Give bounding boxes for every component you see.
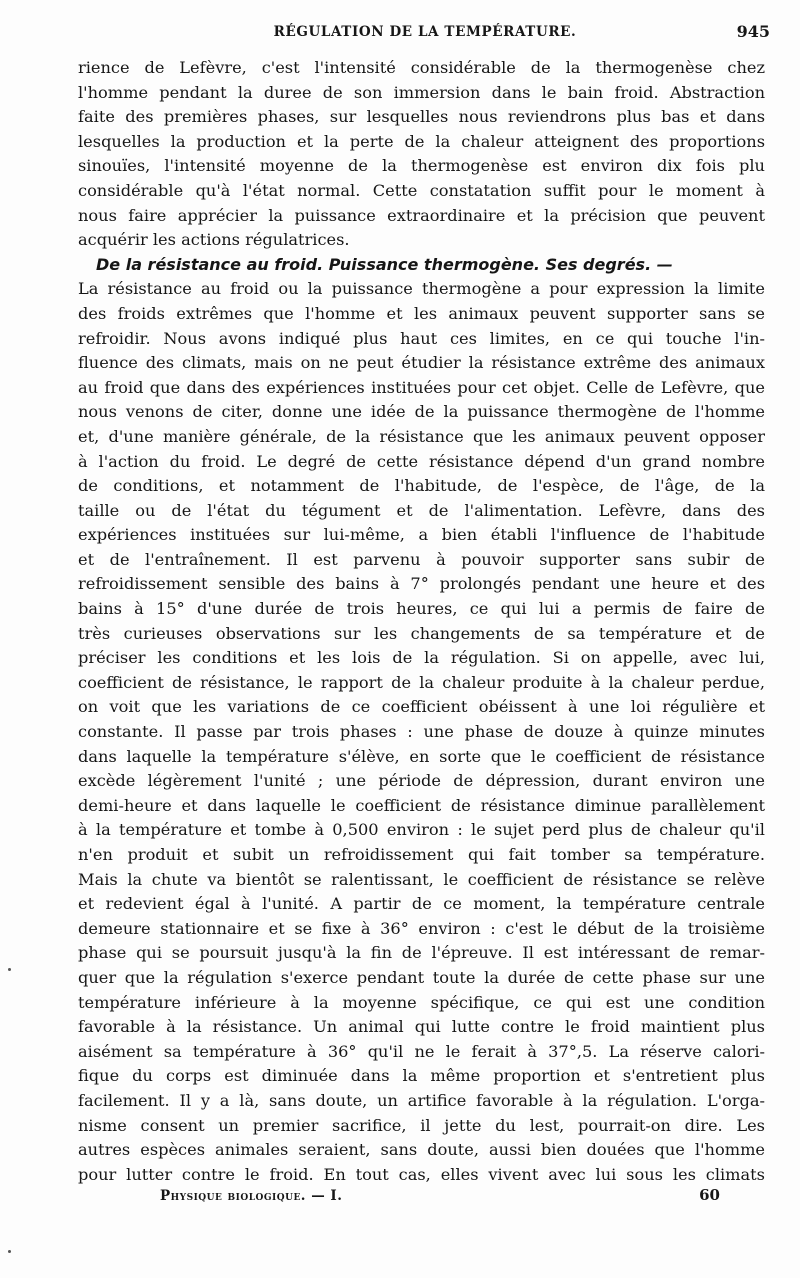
text-line: au froid que dans des expériences instituées pour cet objet. Celle de Lefèvre, que <box>78 377 765 397</box>
running-header <box>80 22 770 46</box>
text-line: température inférieure à la moyenne spécifique, ce qui est une condition <box>78 992 765 1012</box>
text-line: n'en produit et subit un refroidissement qui fait tomber sa température. <box>78 845 765 864</box>
text-line: bains à 15° d'une durée de trois heures, ce qui lui a permis de faire de <box>78 599 765 619</box>
text-line: nisme consent un premier sacrifice, il jette du lest, pourrait-on dire. Les <box>78 1115 765 1135</box>
text-line: Mais la chute va bientôt se ralentissant, le coefficient de résistance se relève <box>78 869 765 889</box>
text-line: lesquelles la production et la perte de la chaleur atteignent des proportions <box>78 131 765 151</box>
text-line: quer que la régulation s'exerce pendant toute la durée de cette phase sur une <box>78 967 765 987</box>
text-line: pour lutter contre le froid. En tout cas, elles vivent avec lui sous les climats <box>78 1164 765 1184</box>
margin-speck <box>8 968 11 971</box>
signature-mark: 60 <box>699 1186 720 1204</box>
body-text <box>78 56 765 1187</box>
text-line: autres espèces animales seraient, sans doute, aussi bien douées que l'homme <box>78 1140 765 1160</box>
text-line: et redevient égal à l'unité. A partir de ce moment, la température centrale <box>78 894 765 914</box>
text-line: favorable à la résistance. Un animal qui lutte contre le froid maintient plus <box>78 1017 765 1037</box>
text-line: refroidir. Nous avons indiqué plus haut ces limites, en ce qui touche l'in- <box>78 328 765 348</box>
text-line: à la température et tombe à 0,500 environ : le sujet perd plus de chaleur qu'il <box>78 820 765 840</box>
text-line: sinouïes, l'intensité moyenne de la thermogenèse est environ dix fois plu <box>78 156 765 176</box>
page-footer <box>160 1186 720 1210</box>
text-line: rience de Lefèvre, c'est l'intensité considérable de la thermogenèse chez <box>78 58 765 77</box>
text-line: préciser les conditions et les lois de la régulation. Si on appelle, avec lui, <box>78 648 765 668</box>
text-line: taille ou de l'état du tégument et de l'alimentation. Lefèvre, dans des <box>78 500 765 520</box>
text-line: de conditions, et notamment de l'habitude, de l'espèce, de l'âge, de la <box>78 476 765 496</box>
text-line: et, d'une manière générale, de la résistance que les animaux peuvent opposer <box>78 426 765 446</box>
text-line: et de l'entraînement. Il est parvenu à pouvoir supporter sans subir de <box>78 549 765 569</box>
text-line: acquérir les actions régulatrices. <box>78 230 350 250</box>
text-line: refroidissement sensible des bains à 7° prolongés pendant une heure et des <box>78 574 765 594</box>
text-line: faite des premières phases, sur lesquelles nous reviendrons plus bas et dans <box>78 107 765 127</box>
text-line: demi-heure et dans laquelle le coefficient de résistance diminue parallèlement <box>78 795 765 815</box>
text-line: aisément sa température à 36° qu'il ne le ferait à 37°,5. La réserve calori- <box>78 1041 765 1061</box>
text-line: l'homme pendant la duree de son immersion dans le bain froid. Abstraction <box>78 82 765 102</box>
text-line: phase qui se poursuit jusqu'à la fin de l'épreuve. Il est intéressant de remar- <box>78 943 765 963</box>
text-line: nous venons de citer, donne une idée de la puissance thermogène de l'homme <box>78 402 765 422</box>
text-line: constante. Il passe par trois phases : une phase de douze à quinze minutes <box>78 722 765 742</box>
text-line: La résistance au froid ou la puissance thermogène a pour expression la limite <box>78 279 765 299</box>
page-number: 945 <box>736 22 770 41</box>
text-line: expériences instituées sur lui-même, a bien établi l'influence de l'habitude <box>78 525 765 545</box>
section-heading: De la résistance au froid. Puissance thermogène. Ses degrés. — <box>96 254 673 274</box>
text-line: on voit que les variations de ce coefficient obéissent à une loi régulière et <box>78 697 765 717</box>
text-line: des froids extrêmes que l'homme et les animaux peuvent supporter sans se <box>78 303 765 323</box>
text-line: coefficient de résistance, le rapport de la chaleur produite à la chaleur perdue, <box>78 672 765 692</box>
running-title: RÉGULATION DE LA TEMPÉRATURE. <box>273 24 577 40</box>
book-title: Physique biologique. — I. <box>160 1188 343 1204</box>
text-line: demeure stationnaire et se fixe à 36° environ : c'est le début de la troisième <box>78 918 765 938</box>
text-line: excède légèrement l'unité ; une période de dépression, durant environ une <box>78 771 765 791</box>
text-line: très curieuses observations sur les changements de sa température et de <box>78 623 765 643</box>
text-line: à l'action du froid. Le degré de cette résistance dépend d'un grand nombre <box>78 451 765 471</box>
text-line: nous faire apprécier la puissance extraordinaire et la précision que peuvent <box>78 205 765 225</box>
text-line: dans laquelle la température s'élève, en sorte que le coefficient de résistance <box>78 746 765 766</box>
text-line: fique du corps est diminuée dans la même proportion et s'entretient plus <box>78 1066 765 1086</box>
text-line: fluence des climats, mais on ne peut étudier la résistance extrême des animaux <box>78 353 765 373</box>
text-line: considérable qu'à l'état normal. Cette constatation suffit pour le moment à <box>78 180 765 200</box>
text-line: facilement. Il y a là, sans doute, un artifice favorable à la régulation. L'orga- <box>78 1090 765 1110</box>
margin-speck <box>8 1250 11 1253</box>
